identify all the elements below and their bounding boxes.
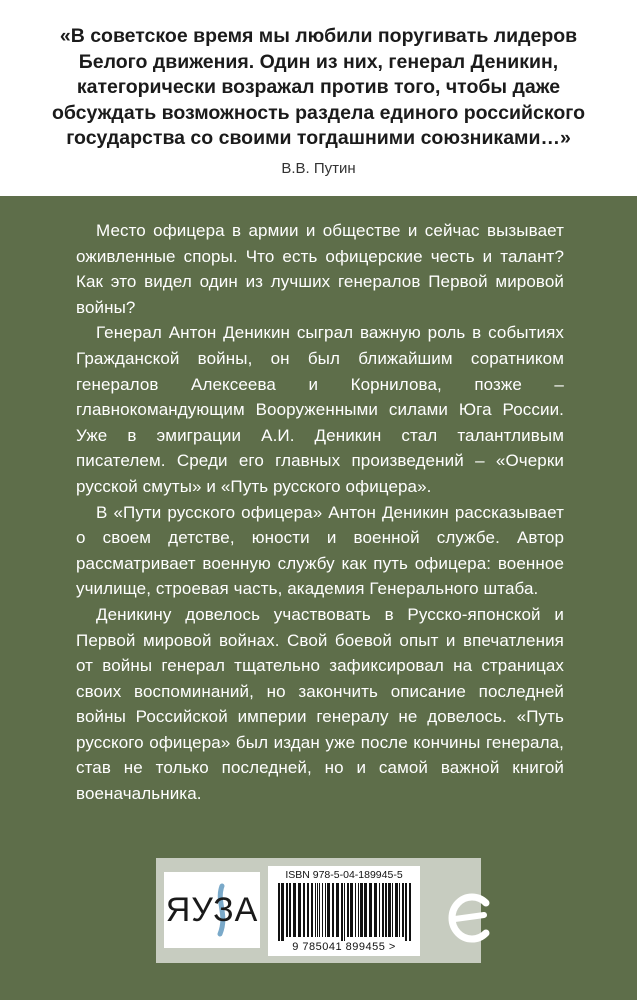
annotation-text xyxy=(76,218,564,807)
quote-panel xyxy=(0,0,637,196)
barcode-bar xyxy=(364,883,367,937)
barcode-bar xyxy=(332,883,334,937)
barcode-bar xyxy=(311,883,313,937)
annotation-paragraph: Генерал Антон Деникин сыграл важную роль в событиях Гражданской войны, он был ближайшим соратником генералов Алексеева и Корнилова, позже – главнокомандующим Вооруженными силами Юга России. Уже в эмиграции А.И. Деникин стал талантливым писателем. Среди его главных произведений – «Очерки русской смуты» и «Путь русского офицера». xyxy=(76,323,564,496)
barcode-bar xyxy=(388,883,391,937)
barcode-icon xyxy=(276,883,412,941)
barcode-bar xyxy=(392,883,393,937)
yauza-logo xyxy=(164,872,260,948)
barcode-bar xyxy=(293,883,296,937)
imprint-panel xyxy=(156,858,481,963)
barcode-bar xyxy=(347,883,349,937)
barcode-bar xyxy=(327,883,330,937)
barcode-bar xyxy=(374,883,377,937)
barcode-bar xyxy=(402,883,404,937)
barcode-bar xyxy=(344,883,345,941)
barcode-bar xyxy=(395,883,398,937)
barcode-bar xyxy=(281,883,284,941)
barcode-bar xyxy=(319,883,320,937)
barcode-bar xyxy=(317,883,318,937)
barcode-bar xyxy=(322,883,323,937)
barcode-bar xyxy=(409,883,411,941)
barcode-bar xyxy=(325,883,326,937)
barcode-bar xyxy=(303,883,305,937)
barcode-bar xyxy=(358,883,359,937)
barcode-bar xyxy=(307,883,309,937)
barcode-bar xyxy=(355,883,356,937)
annotation-paragraph: Деникину довелось участвовать в Русско-японской и Первой мировой войнах. Свой боевой опыт и впечатления от войны генерал тщательно зафиксировал на страницах своих воспоминаний, но закончить описание последней войны Российской империи генералу не довелось. «Путь русского офицера» был издан уже после кончины генерала, став не только последней, но и самой важной книгой военачальника. xyxy=(76,604,564,804)
eksmo-logo-icon xyxy=(442,889,494,947)
barcode-bar xyxy=(369,883,372,937)
barcode-bar xyxy=(405,883,407,941)
barcode-bar xyxy=(385,883,387,937)
barcode-bar xyxy=(336,883,339,937)
barcode-bar xyxy=(399,883,400,937)
yauza-logo-text: ЯУЗА xyxy=(165,891,259,929)
barcode-bar xyxy=(315,883,316,937)
barcode-block xyxy=(268,866,420,956)
barcode-bar xyxy=(278,883,280,941)
epigraph-quote: «В советское время мы любили поругивать лидеров Белого движения. Один из них, генерал Деникин, категорически возражал против того, чтобы даже обсуждать возможность раздела единого российского государства со своими тогдашними союзниками…» xyxy=(51,25,586,149)
barcode-bar xyxy=(286,883,288,937)
barcode-bar xyxy=(298,883,301,937)
annotation-paragraph: Место офицера в армии и обществе и сейчас вызывает оживленные споры. Что есть офицерские честь и талант? Как это видел один из лучших генералов Первой мировой войны? xyxy=(76,221,564,317)
barcode-number: 9 785041 899455 > xyxy=(292,941,396,953)
barcode-bar xyxy=(382,883,384,937)
isbn: ISBN 978-5-04-189945-5 xyxy=(285,869,403,881)
barcode-bar xyxy=(341,883,343,941)
barcode-bar xyxy=(360,883,363,937)
barcode-bar xyxy=(379,883,380,937)
barcode-bar xyxy=(289,883,291,937)
quote-author: В.В. Путин xyxy=(281,160,356,177)
barcode-bar xyxy=(350,883,353,937)
annotation-paragraph: В «Пути русского офицера» Антон Деникин рассказывает о своем детстве, юности и военной службе. Автор рассматривает военную службу как путь офицера: военное училище, строевая часть, академия Генерального штаба. xyxy=(76,502,564,599)
